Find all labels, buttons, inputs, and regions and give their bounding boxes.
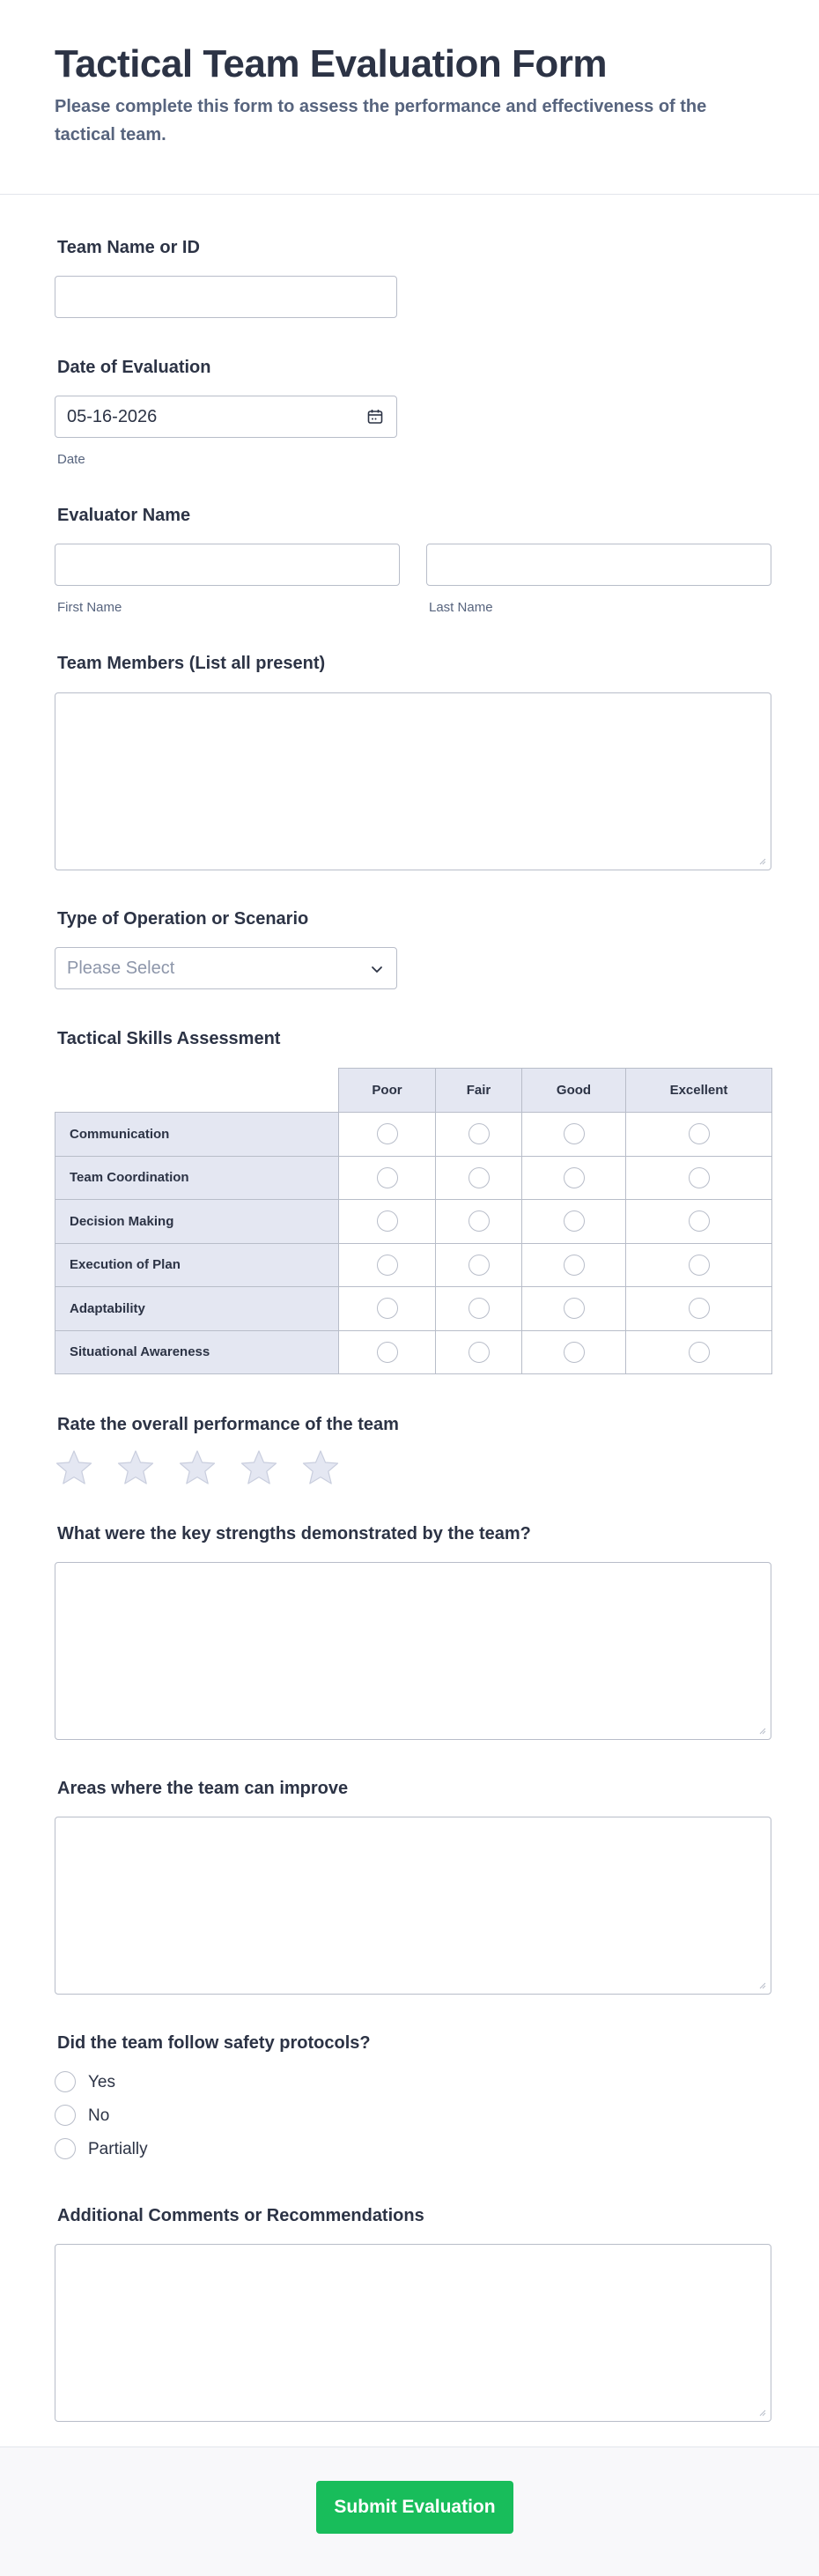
matrix-radio[interactable] (689, 1123, 710, 1144)
matrix-radio[interactable] (689, 1167, 710, 1188)
matrix-radio[interactable] (377, 1123, 398, 1144)
matrix-radio[interactable] (377, 1167, 398, 1188)
matrix-radio[interactable] (469, 1298, 490, 1319)
matrix-radio[interactable] (564, 1123, 585, 1144)
matrix-corner (55, 1069, 339, 1113)
matrix-radio[interactable] (469, 1342, 490, 1363)
strengths-textarea[interactable] (55, 1562, 771, 1740)
submit-button[interactable]: Submit Evaluation (316, 2481, 513, 2534)
calendar-icon[interactable] (366, 408, 384, 426)
team-name-input[interactable] (55, 276, 397, 318)
matrix-radio[interactable] (469, 1123, 490, 1144)
matrix-row (55, 1113, 772, 1157)
date-input[interactable] (55, 396, 397, 438)
form-header (0, 0, 819, 195)
last-name-input[interactable] (426, 544, 771, 586)
matrix-radio[interactable] (689, 1255, 710, 1276)
resize-grip-icon[interactable] (758, 857, 766, 865)
team-members-textarea[interactable] (55, 692, 771, 870)
matrix-row (55, 1243, 772, 1287)
safety-label: Did the team follow safety protocols? (57, 2033, 371, 2053)
matrix-radio[interactable] (689, 1298, 710, 1319)
radio-button[interactable] (55, 2105, 76, 2126)
option-label: Yes (88, 2073, 115, 2091)
team-members-label: Team Members (List all present) (57, 654, 326, 673)
comments-textarea[interactable] (55, 2244, 771, 2422)
matrix-row-label: Decision Making (55, 1200, 339, 1244)
matrix-row (55, 1287, 772, 1331)
skills-matrix (55, 1068, 772, 1374)
form-title: Tactical Team Evaluation Form (55, 42, 607, 85)
first-name-input[interactable] (55, 544, 400, 586)
form-footer (0, 2446, 819, 2576)
improve-textarea[interactable] (55, 1817, 771, 1995)
star-icon[interactable] (240, 1449, 278, 1486)
radio-button[interactable] (55, 2071, 76, 2092)
matrix-row-label: Situational Awareness (55, 1330, 339, 1374)
matrix-radio[interactable] (689, 1210, 710, 1232)
matrix-col-good: Good (522, 1069, 626, 1113)
star-icon[interactable] (55, 1449, 93, 1486)
matrix-row-label: Adaptability (55, 1287, 339, 1331)
operation-type-select[interactable] (55, 947, 397, 989)
star-icon[interactable] (116, 1449, 155, 1486)
star-icon[interactable] (301, 1449, 340, 1486)
resize-grip-icon[interactable] (758, 1727, 766, 1735)
matrix-radio[interactable] (469, 1167, 490, 1188)
rating-label: Rate the overall performance of the team (57, 1415, 399, 1434)
option-label: Partially (88, 2140, 148, 2158)
date-value: 05-16-2026 (67, 407, 158, 426)
first-name-sublabel: First Name (57, 600, 122, 615)
matrix-radio[interactable] (377, 1210, 398, 1232)
last-name-sublabel: Last Name (429, 600, 493, 615)
matrix-radio[interactable] (564, 1210, 585, 1232)
matrix-row (55, 1156, 772, 1200)
matrix-radio[interactable] (564, 1342, 585, 1363)
matrix-radio[interactable] (469, 1210, 490, 1232)
select-placeholder: Please Select (67, 959, 175, 978)
star-icon[interactable] (178, 1449, 217, 1486)
date-label: Date of Evaluation (57, 358, 211, 377)
matrix-row-label: Team Coordination (55, 1156, 339, 1200)
matrix-radio[interactable] (689, 1342, 710, 1363)
matrix-radio[interactable] (377, 1342, 398, 1363)
matrix-radio[interactable] (377, 1298, 398, 1319)
matrix-row (55, 1330, 772, 1374)
matrix-col-fair: Fair (436, 1069, 522, 1113)
strengths-label: What were the key strengths demonstrated by the team? (57, 1524, 531, 1543)
comments-label: Additional Comments or Recommendations (57, 2206, 424, 2225)
operation-type-label: Type of Operation or Scenario (57, 909, 309, 929)
matrix-radio[interactable] (564, 1167, 585, 1188)
form-subtitle: Please complete this form to assess the performance and effectiveness of the tactical team. (55, 97, 707, 144)
matrix-radio[interactable] (469, 1255, 490, 1276)
matrix-row-label: Execution of Plan (55, 1243, 339, 1287)
option-label: No (88, 2106, 110, 2125)
matrix-row (55, 1200, 772, 1244)
matrix-radio[interactable] (564, 1255, 585, 1276)
team-name-label: Team Name or ID (57, 238, 200, 257)
improve-label: Areas where the team can improve (57, 1779, 349, 1798)
skills-label: Tactical Skills Assessment (57, 1029, 281, 1048)
date-sublabel: Date (57, 452, 85, 467)
resize-grip-icon[interactable] (758, 1981, 766, 1989)
matrix-row-label: Communication (55, 1113, 339, 1157)
matrix-radio[interactable] (377, 1255, 398, 1276)
matrix-col-excellent: Excellent (626, 1069, 772, 1113)
chevron-down-icon (368, 960, 386, 978)
evaluator-label: Evaluator Name (57, 506, 191, 525)
matrix-col-poor: Poor (339, 1069, 436, 1113)
resize-grip-icon[interactable] (758, 2409, 766, 2417)
matrix-radio[interactable] (564, 1298, 585, 1319)
radio-button[interactable] (55, 2138, 76, 2159)
